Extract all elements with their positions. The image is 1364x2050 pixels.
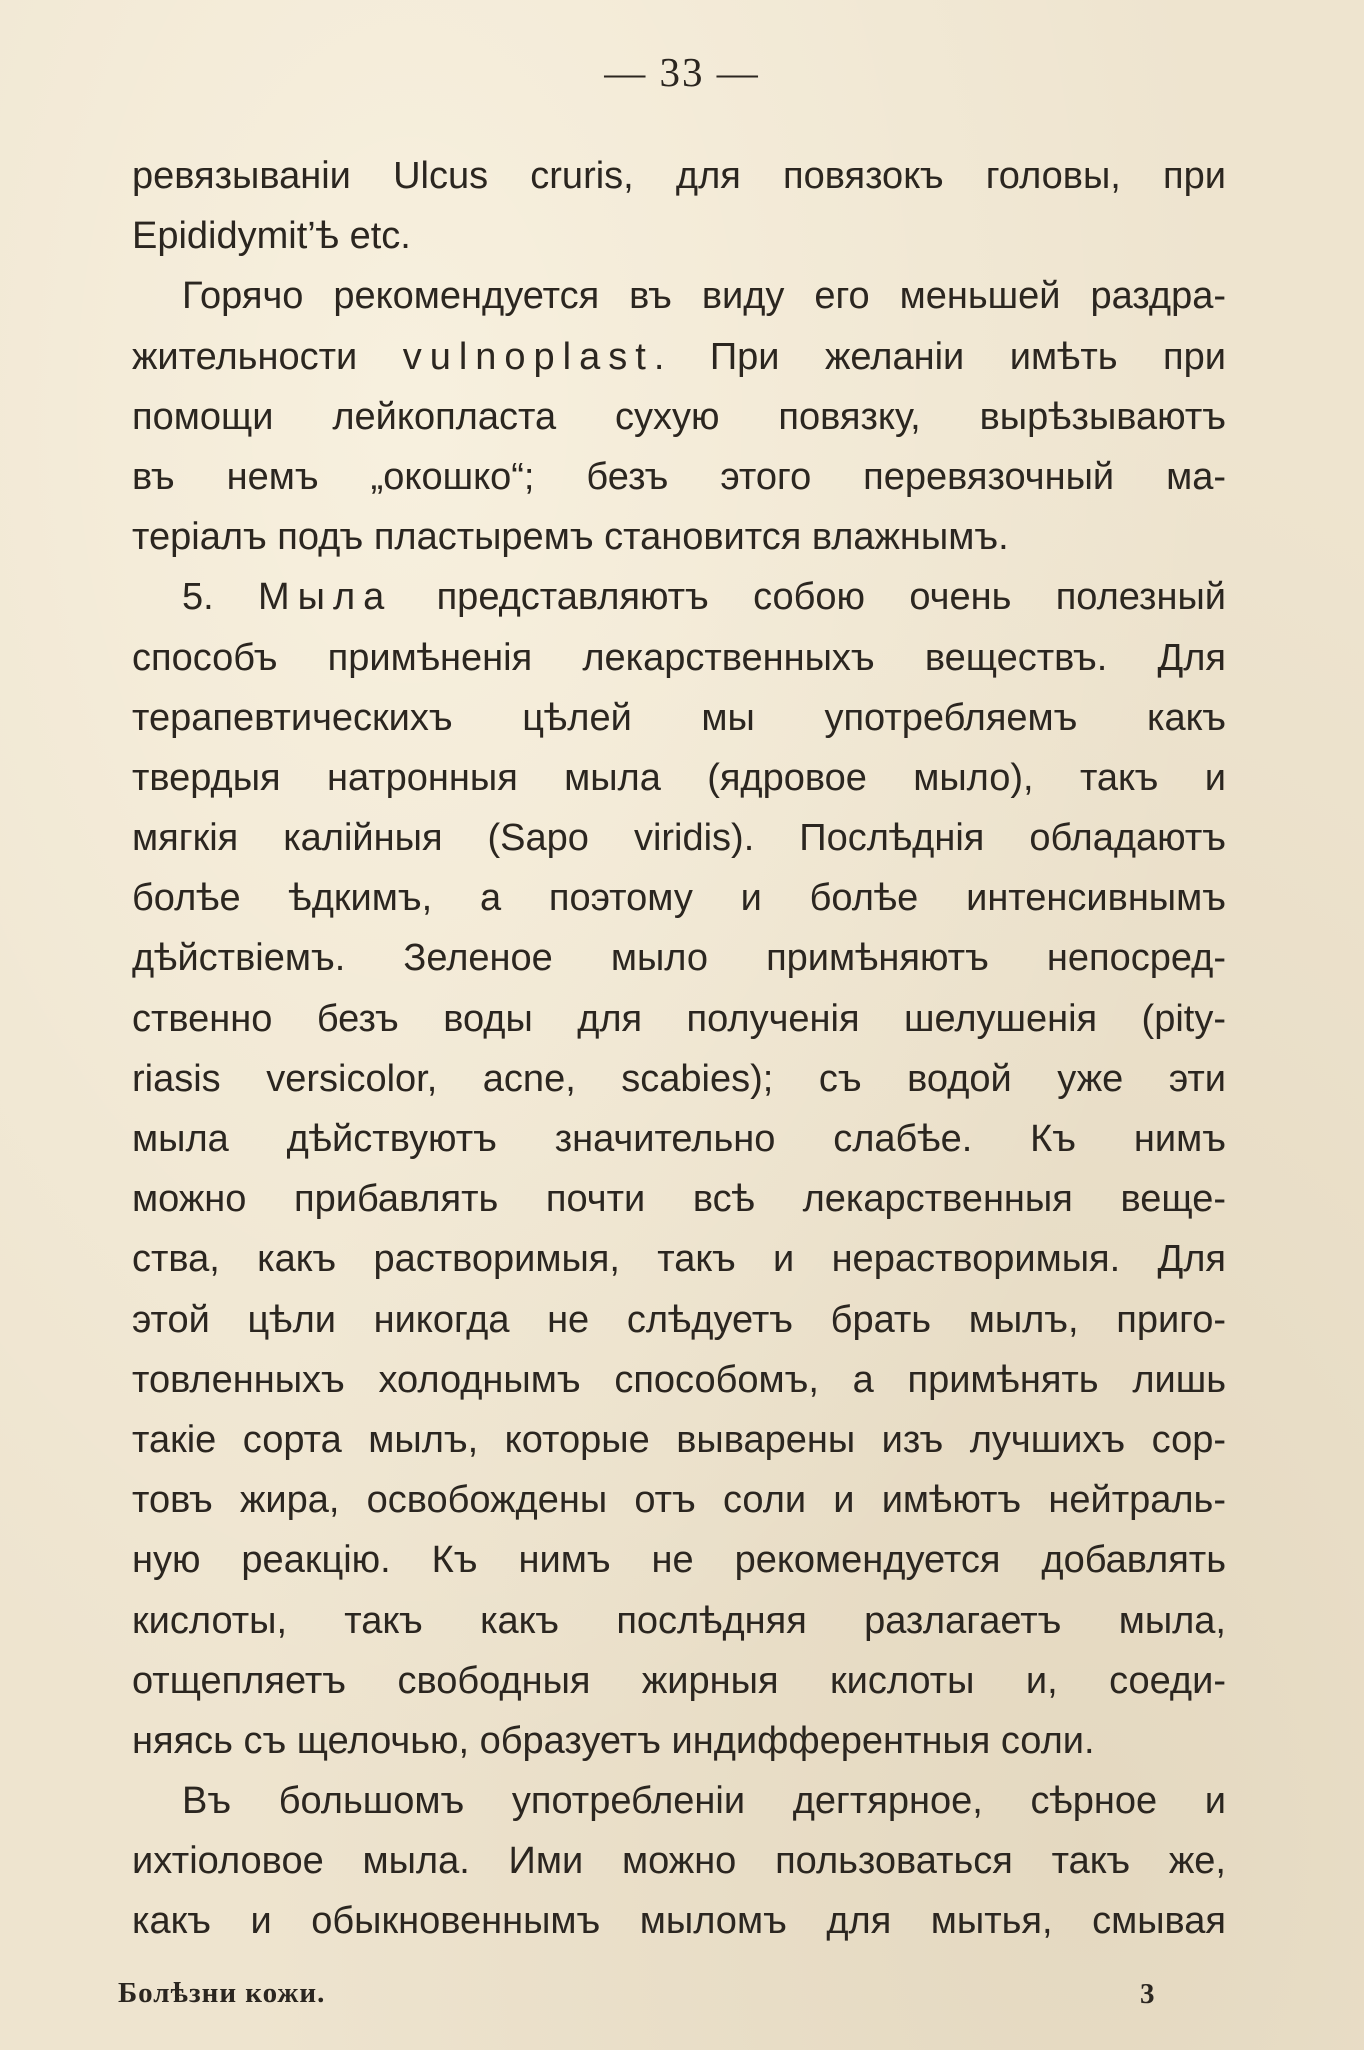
text-line: ревязываніи Ulcus cruris, для повязокъ головы, при — [132, 155, 1226, 197]
text-line: какъ и обыкновеннымъ мыломъ для мытья, смывая — [132, 1900, 1226, 1943]
text-line: мыла дѣйствуютъ значительно слабѣе. Къ нимъ — [132, 1118, 1226, 1160]
spaced-term: vulnoplast — [402, 335, 654, 378]
text-line: твердыя натронныя мыла (ядровое мыло), такъ и — [132, 756, 1226, 799]
text-line: отщепляетъ свободныя жирныя кислоты и, соеди- — [132, 1659, 1226, 1702]
text-line: болѣе ѣдкимъ, а поэтому и болѣе интенсивнымъ — [132, 877, 1226, 920]
text-fragment: представляютъ собою очень полезный — [436, 576, 1226, 619]
page-body — [132, 146, 1226, 1952]
text-line: теріалъ подъ пластыремъ становится влажнымъ. — [132, 516, 1009, 559]
text-fragment: жительности — [132, 335, 358, 378]
text-line: ства, какъ растворимыя, такъ и нерастворимыя. Для — [132, 1238, 1226, 1281]
text-line: Въ большомъ употребленіи дегтярное, сѣрное и — [182, 1780, 1226, 1823]
text-line: кислоты, такъ какъ послѣдняя разлагаетъ мыла, — [132, 1599, 1226, 1642]
text-line: этой цѣли никогда не слѣдуетъ брать мылъ, приго- — [132, 1298, 1226, 1341]
text-line — [132, 327, 1226, 387]
text-line: товъ жира, освобождены отъ соли и имѣютъ нейтраль- — [132, 1479, 1226, 1522]
text-line: терапевтическихъ цѣлей мы употребляемъ какъ — [132, 696, 1226, 739]
signature-mark: 3 — [1140, 1978, 1155, 2010]
text-line: товленныхъ холоднымъ способомъ, а примѣнять лишь — [132, 1358, 1226, 1401]
text-line: riasis versicolor, acne, scabies); съ водой уже эти — [132, 1057, 1226, 1100]
text-line: мягкія калійныя (Sapo viridis). Послѣднія обладаютъ — [132, 817, 1226, 860]
text-line: ственно безъ воды для полученія шелушенія (pity- — [132, 997, 1226, 1040]
text-line: такіе сорта мылъ, которые выварены изъ лучшихъ сор- — [132, 1418, 1226, 1461]
text-line: ихтіоловое мыла. Ими можно пользоваться такъ же, — [132, 1840, 1226, 1883]
text-fragment: . При желаніи имѣть при — [653, 335, 1226, 378]
text-line: способъ примѣненія лекарственныхъ веществъ. Для — [132, 636, 1226, 679]
text-line — [132, 567, 1226, 627]
text-line: въ немъ „окошко“; безъ этого перевязочный ма- — [132, 455, 1226, 498]
page-number: — 33 — — [604, 49, 760, 95]
spaced-term: Мыла — [258, 576, 393, 619]
section-number: 5. — [182, 576, 214, 619]
text-line: помощи лейкопласта сухую повязку, вырѣзываютъ — [132, 395, 1226, 438]
text-line: Горячо рекомендуется въ виду его меньшей раздра- — [182, 275, 1226, 318]
footer-title: Болѣзни кожи. — [118, 1977, 326, 2009]
text-line: можно прибавлять почти всѣ лекарственныя веще- — [132, 1178, 1226, 1221]
text-line: ную реакцію. Къ нимъ не рекомендуется добавлять — [132, 1539, 1226, 1582]
text-line: дѣйствіемъ. Зеленое мыло примѣняютъ непосред- — [132, 937, 1226, 980]
text-line: Epididymit’ѣ etc. — [132, 215, 411, 258]
text-line: няясь съ щелочью, образуетъ индифферентныя соли. — [132, 1719, 1095, 1762]
